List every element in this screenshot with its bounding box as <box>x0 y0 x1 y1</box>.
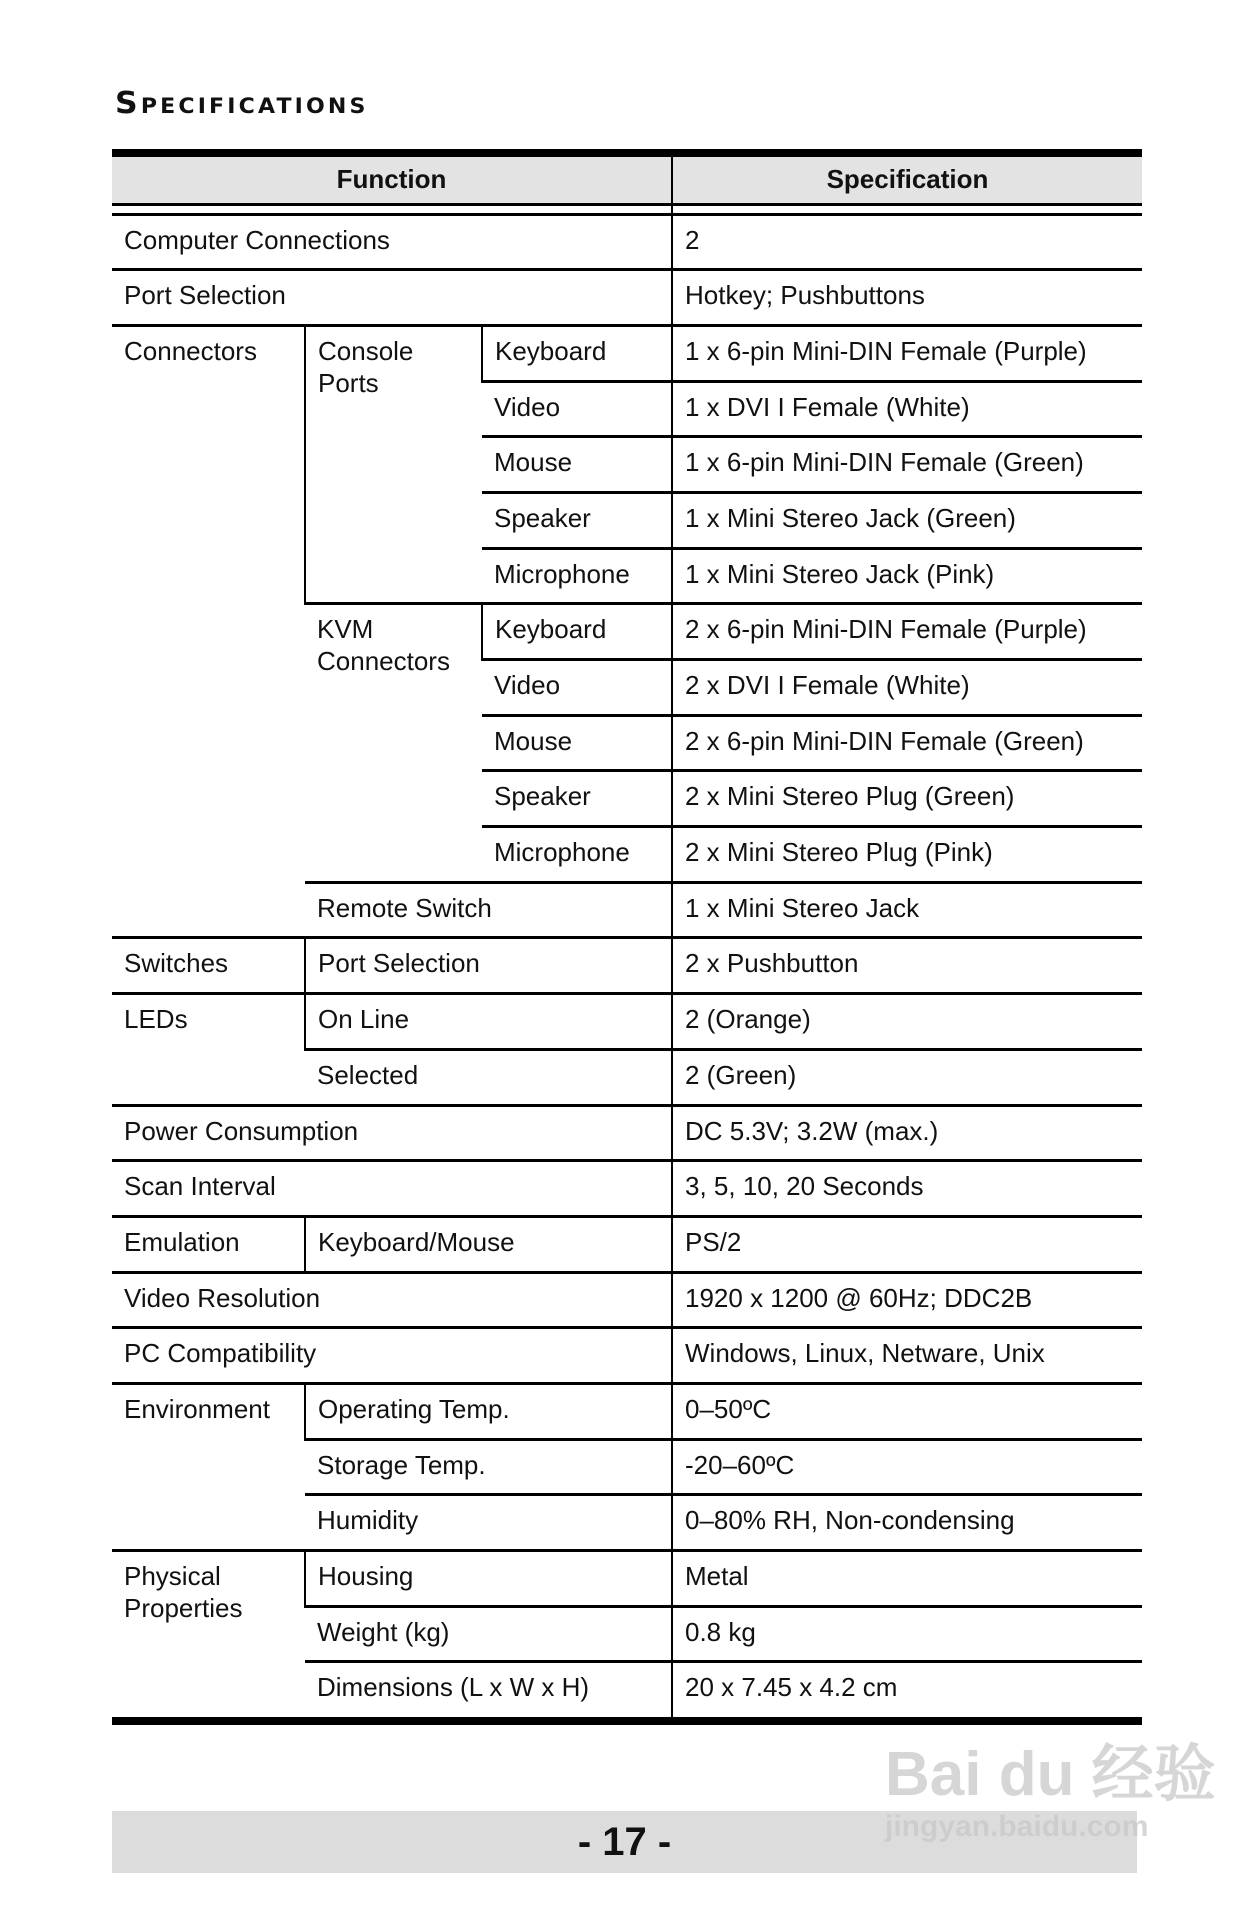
row-value: 2 x 6-pin Mini-DIN Female (Purple) <box>672 604 1142 660</box>
row-value: 1920 x 1200 @ 60Hz; DDC2B <box>672 1272 1142 1328</box>
row-value: 1 x Mini Stereo Jack <box>672 882 1142 938</box>
table-row <box>112 994 1142 1050</box>
table-top-rule <box>112 149 1142 157</box>
row-label: Computer Connections <box>112 214 672 270</box>
table-bottom-rule <box>112 1717 1142 1725</box>
row-label: Microphone <box>482 827 672 883</box>
row-label: Selected <box>305 1049 672 1105</box>
table-row <box>112 1328 1142 1384</box>
row-group-label: Environment <box>112 1383 305 1550</box>
row-label: Video <box>482 381 672 437</box>
table-header <box>112 157 1142 204</box>
row-label: Port Selection <box>305 938 672 994</box>
row-label: Video Resolution <box>112 1272 672 1328</box>
row-group-label: LEDs <box>112 994 305 1105</box>
row-value: Windows, Linux, Netware, Unix <box>672 1328 1142 1384</box>
table-row <box>112 1216 1142 1272</box>
row-group-label: Emulation <box>112 1216 305 1272</box>
row-label: Mouse <box>482 715 672 771</box>
table-row <box>112 1383 1142 1439</box>
row-label: Speaker <box>482 771 672 827</box>
row-value: 0.8 kg <box>672 1606 1142 1662</box>
row-subgroup-label: KVM Connectors <box>305 604 482 882</box>
row-value: 2 x Mini Stereo Plug (Green) <box>672 771 1142 827</box>
row-value: 3, 5, 10, 20 Seconds <box>672 1161 1142 1217</box>
row-label: Speaker <box>482 492 672 548</box>
page-title: Specifications <box>115 86 369 121</box>
row-value: 2 x DVI I Female (White) <box>672 660 1142 716</box>
row-value: 2 x 6-pin Mini-DIN Female (Green) <box>672 715 1142 771</box>
row-group-label: Physical Properties <box>112 1551 305 1718</box>
row-label: Dimensions (L x W x H) <box>305 1662 672 1718</box>
row-value: 2 <box>672 214 1142 270</box>
header-function: Function <box>112 157 672 204</box>
row-value: 20 x 7.45 x 4.2 cm <box>672 1662 1142 1718</box>
row-value: 0–50ºC <box>672 1383 1142 1439</box>
row-value: 2 x Pushbutton <box>672 938 1142 994</box>
header-specification: Specification <box>672 157 1142 204</box>
table-row <box>112 270 1142 326</box>
table-row <box>112 938 1142 994</box>
table-row <box>112 1105 1142 1161</box>
row-label: Scan Interval <box>112 1161 672 1217</box>
row-value: Hotkey; Pushbuttons <box>672 270 1142 326</box>
row-value: 1 x DVI I Female (White) <box>672 381 1142 437</box>
row-label: Weight (kg) <box>305 1606 672 1662</box>
row-value: 2 (Green) <box>672 1049 1142 1105</box>
specifications-table <box>112 157 1142 1718</box>
watermark-url: jingyan.baidu.com <box>885 1810 1149 1843</box>
row-label: Video <box>482 660 672 716</box>
row-label: Housing <box>305 1551 672 1607</box>
table-row <box>112 1551 1142 1607</box>
row-label: Storage Temp. <box>305 1439 672 1495</box>
row-label: Keyboard/Mouse <box>305 1216 672 1272</box>
page-number: - 17 - <box>577 1820 672 1864</box>
watermark <box>885 1740 1216 1844</box>
table-row <box>112 325 1142 381</box>
row-label: PC Compatibility <box>112 1328 672 1384</box>
row-label: Microphone <box>482 548 672 604</box>
row-value: Metal <box>672 1551 1142 1607</box>
row-value: -20–60ºC <box>672 1439 1142 1495</box>
row-value: 0–80% RH, Non-condensing <box>672 1495 1142 1551</box>
row-label: Keyboard <box>482 325 672 381</box>
row-label: Keyboard <box>482 604 672 660</box>
row-group-label: Connectors <box>112 325 305 938</box>
row-value: DC 5.3V; 3.2W (max.) <box>672 1105 1142 1161</box>
row-value: 1 x 6-pin Mini-DIN Female (Purple) <box>672 325 1142 381</box>
row-value: 2 x Mini Stereo Plug (Pink) <box>672 827 1142 883</box>
row-label: Power Consumption <box>112 1105 672 1161</box>
row-label: Operating Temp. <box>305 1383 672 1439</box>
row-value: 1 x Mini Stereo Jack (Green) <box>672 492 1142 548</box>
table-row <box>112 1272 1142 1328</box>
row-subgroup-label: Console Ports <box>305 325 482 603</box>
row-value: PS/2 <box>672 1216 1142 1272</box>
row-label: Humidity <box>305 1495 672 1551</box>
row-label: Port Selection <box>112 270 672 326</box>
row-label: Remote Switch <box>305 882 672 938</box>
watermark-logo: Bai du 经验 <box>885 1740 1216 1809</box>
row-value: 2 (Orange) <box>672 994 1142 1050</box>
table-row <box>112 1161 1142 1217</box>
row-value: 1 x 6-pin Mini-DIN Female (Green) <box>672 437 1142 493</box>
row-label: On Line <box>305 994 672 1050</box>
row-value: 1 x Mini Stereo Jack (Pink) <box>672 548 1142 604</box>
row-label: Mouse <box>482 437 672 493</box>
table-row <box>112 214 1142 270</box>
row-group-label: Switches <box>112 938 305 994</box>
